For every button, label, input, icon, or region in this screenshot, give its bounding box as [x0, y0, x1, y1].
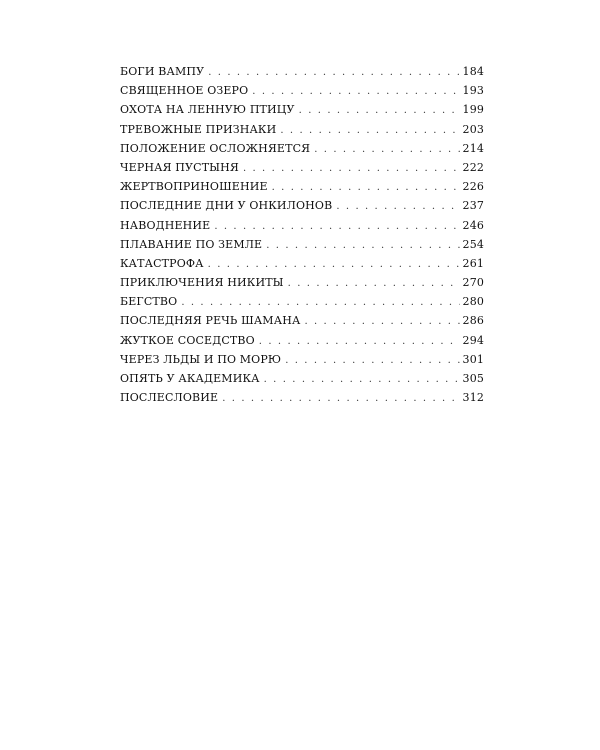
toc-page-number: 237: [462, 199, 484, 213]
toc-entry-title: ПОСЛЕСЛОВИЕ: [120, 391, 219, 405]
toc-entry-title: ЖЕРТВОПРИНОШЕНИЕ: [120, 180, 268, 194]
toc-dot-leader: [208, 259, 460, 270]
toc-dot-leader: [259, 336, 460, 347]
toc-entry: [120, 314, 484, 333]
toc-entry: [120, 123, 484, 142]
toc-page-number: 222: [462, 160, 484, 174]
table-of-contents: [120, 65, 484, 410]
toc-entry-title: ОХОТА НА ЛЕННУЮ ПТИЦУ: [120, 103, 295, 117]
toc-entry-title: НАВОДНЕНИЕ: [120, 218, 211, 232]
toc-page-number: 193: [462, 84, 484, 98]
toc-page-number: 270: [462, 276, 484, 290]
toc-entry-title: ПОЛОЖЕНИЕ ОСЛОЖНЯЕТСЯ: [120, 141, 311, 155]
toc-dot-leader: [266, 240, 460, 251]
toc-dot-leader: [222, 393, 460, 404]
toc-entry-title: БОГИ ВАМПУ: [120, 65, 205, 78]
toc-entry: [120, 238, 484, 257]
toc-entry: [120, 84, 484, 103]
toc-dot-leader: [285, 355, 460, 366]
toc-dot-leader: [181, 297, 460, 308]
toc-page-number: 246: [462, 218, 484, 232]
toc-page-number: 286: [462, 314, 484, 328]
toc-entry-title: ЖУТКОЕ СОСЕДСТВО: [120, 333, 255, 347]
toc-entry: [120, 372, 484, 391]
toc-entry: [120, 199, 484, 218]
toc-page-number: 294: [462, 333, 484, 347]
toc-page-number: 280: [462, 295, 484, 309]
toc-entry: [120, 65, 484, 84]
toc-dot-leader: [264, 374, 460, 385]
toc-entry: [120, 142, 484, 161]
toc-entry: [120, 276, 484, 295]
toc-page-number: 214: [462, 141, 484, 155]
toc-dot-leader: [214, 221, 460, 232]
toc-dot-leader: [299, 105, 460, 116]
toc-dot-leader: [272, 182, 460, 193]
toc-entry-title: БЕГСТВО: [120, 295, 178, 309]
toc-page-number: 184: [462, 65, 484, 78]
toc-entry: [120, 257, 484, 276]
toc-entry-title: ПОСЛЕДНИЕ ДНИ У ОНКИЛОНОВ: [120, 199, 333, 213]
toc-page-number: 261: [462, 256, 484, 270]
toc-entry: [120, 353, 484, 372]
toc-page-number: 199: [462, 103, 484, 117]
toc-entry: [120, 161, 484, 180]
toc-entry: [120, 219, 484, 238]
toc-dot-leader: [336, 201, 460, 212]
toc-entry-title: ПРИКЛЮЧЕНИЯ НИКИТЫ: [120, 276, 284, 290]
toc-entry-title: ЧЕРНАЯ ПУСТЫНЯ: [120, 160, 239, 174]
toc-entry-title: ОПЯТЬ У АКАДЕМИКА: [120, 372, 260, 385]
toc-dot-leader: [304, 316, 460, 327]
toc-page-number: 254: [462, 237, 484, 251]
toc-entry-title: КАТАСТРОФА: [120, 256, 204, 270]
toc-page-number: 305: [462, 372, 484, 385]
toc-dot-leader: [288, 278, 460, 289]
toc-dot-leader: [243, 163, 460, 174]
toc-entry: [120, 295, 484, 314]
toc-entry-title: СВЯЩЕННОЕ ОЗЕРО: [120, 84, 249, 98]
toc-dot-leader: [252, 86, 460, 97]
toc-page-number: 301: [462, 352, 484, 366]
toc-entry-title: ПЛАВАНИЕ ПО ЗЕМЛЕ: [120, 237, 263, 251]
toc-entry: [120, 391, 484, 410]
toc-entry-title: ПОСЛЕДНЯЯ РЕЧЬ ШАМАНА: [120, 314, 301, 328]
toc-page-number: 312: [462, 391, 484, 405]
toc-entry-title: ТРЕВОЖНЫЕ ПРИЗНАКИ: [120, 122, 277, 136]
toc-page-number: 203: [462, 122, 484, 136]
toc-page-number: 226: [462, 180, 484, 194]
toc-entry: [120, 180, 484, 199]
toc-entry: [120, 334, 484, 353]
toc-dot-leader: [314, 144, 460, 155]
toc-entry-title: ЧЕРЕЗ ЛЬДЫ И ПО МОРЮ: [120, 352, 282, 366]
toc-entry: [120, 103, 484, 122]
toc-dot-leader: [280, 125, 460, 136]
toc-dot-leader: [208, 67, 460, 78]
